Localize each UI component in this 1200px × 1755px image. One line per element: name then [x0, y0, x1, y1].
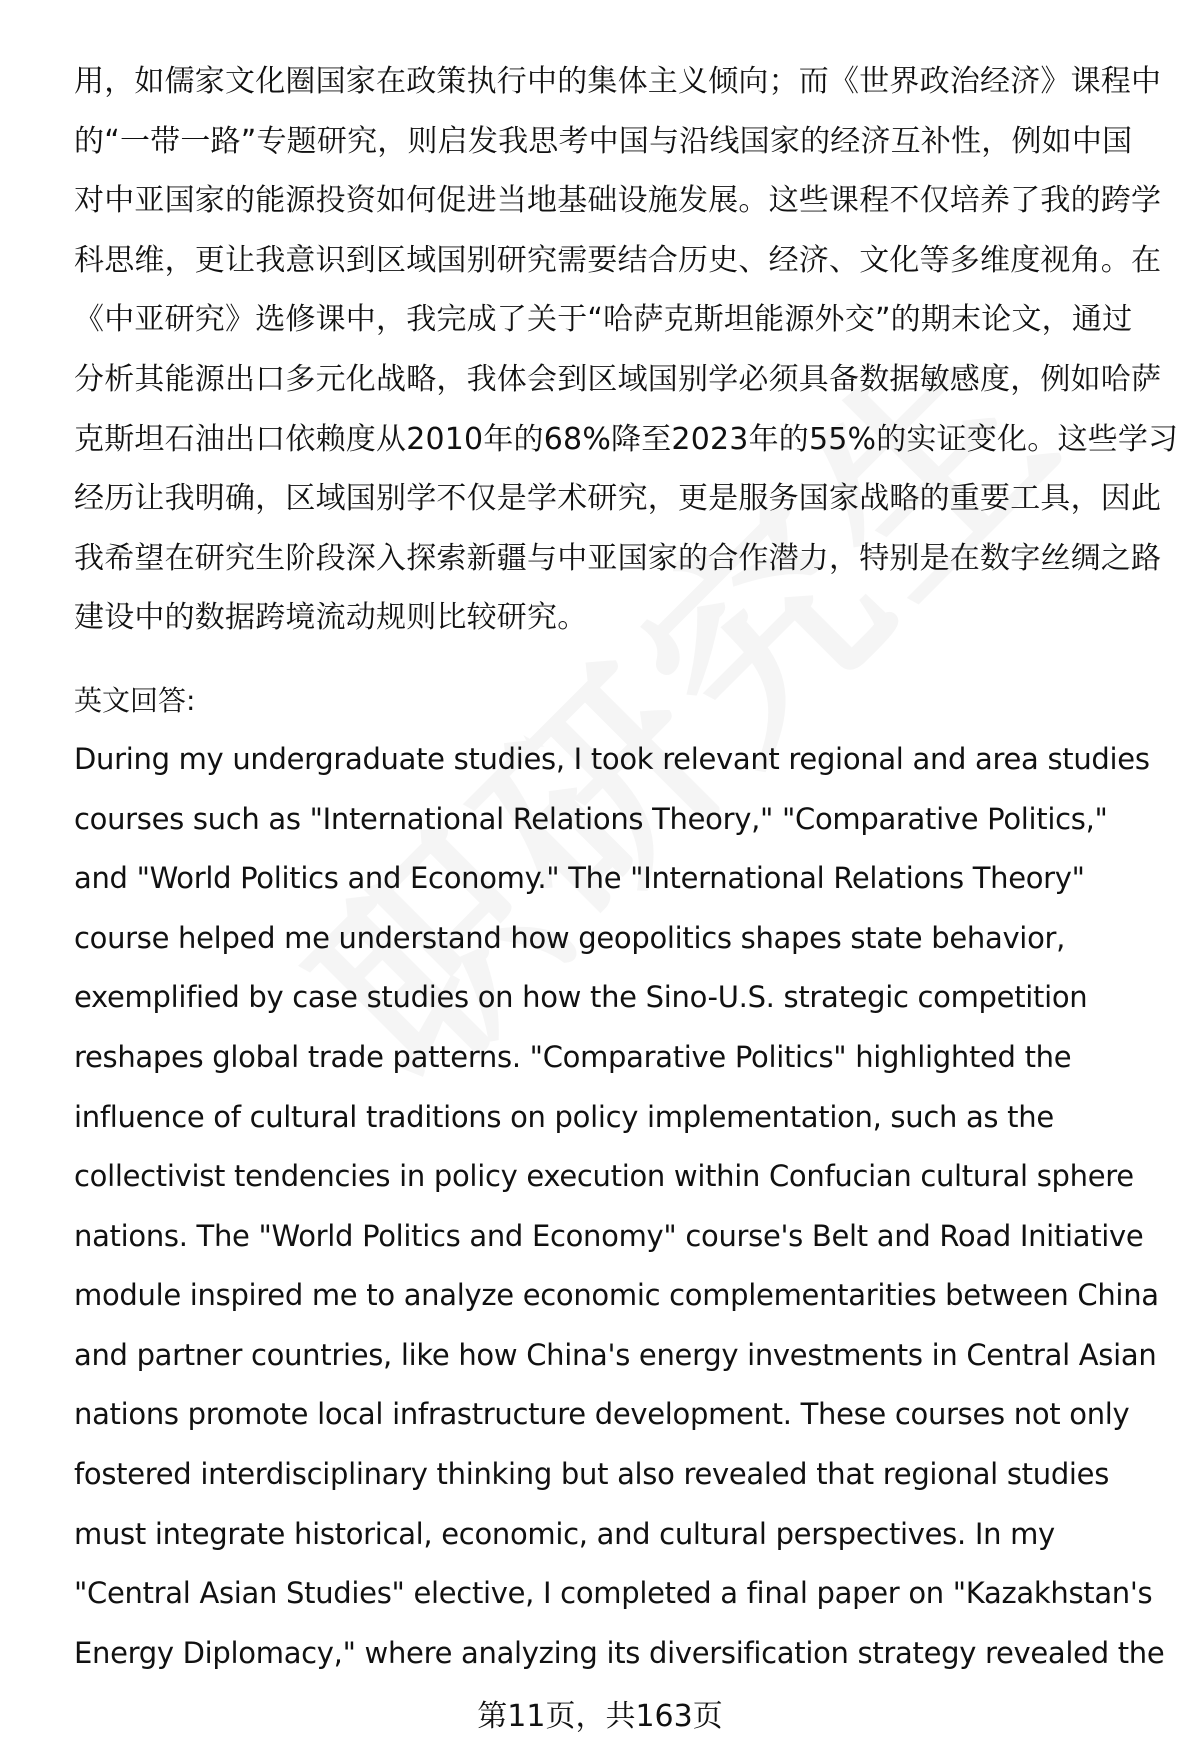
text-line: "Central Asian Studies" elective, I completed a final paper on "Kazakhstan's [74, 1576, 1153, 1611]
text-line: 《中亚研究》选修课中，我完成了关于“哈萨克斯坦能源外交”的期末论文，通过 [74, 302, 1133, 338]
text-line: and partner countries, like how China's energy investments in Central Asian [74, 1337, 1157, 1372]
text-line: 分析其能源出口多元化战略，我体会到区域国别学必须具备数据敏感度，例如哈萨 [74, 361, 1162, 397]
text-line: Energy Diplomacy," where analyzing its diversification strategy revealed the [74, 1635, 1165, 1670]
english-paragraph [74, 730, 1165, 1684]
text-line: During my undergraduate studies, I took relevant regional and area studies [74, 741, 1150, 776]
page-number-footer: 第11页，共163页 [477, 1699, 723, 1734]
text-line: 经历让我明确，区域国别学不仅是学术研究，更是服务国家战略的重要工具，因此 [74, 481, 1162, 517]
text-line: and "World Politics and Economy." The "International Relations Theory" [74, 861, 1085, 896]
text-line: 我希望在研究生阶段深入探索新疆与中亚国家的合作潜力，特别是在数字丝绸之路 [74, 540, 1162, 576]
text-line: exemplified by case studies on how the Sino-U.S. strategic competition [74, 980, 1088, 1015]
text-line: reshapes global trade patterns. "Comparative Politics" highlighted the [74, 1039, 1072, 1074]
text-line: course helped me understand how geopolitics shapes state behavior, [74, 920, 1066, 955]
text-line: 克斯坦石油出口依赖度从2010年的68%降至2023年的55%的实证变化。这些学习 [74, 421, 1179, 457]
text-line: fostered interdisciplinary thinking but also revealed that regional studies [74, 1457, 1110, 1492]
text-line: nations promote local infrastructure development. These courses not only [74, 1397, 1130, 1432]
text-line: 对中亚国家的能源投资如何促进当地基础设施发展。这些课程不仅培养了我的跨学 [74, 183, 1162, 219]
text-line: collectivist tendencies in policy execution within Confucian cultural sphere [74, 1159, 1134, 1194]
text-line: module inspired me to analyze economic complementarities between China [74, 1278, 1159, 1313]
text-line: must integrate historical, economic, and cultural perspectives. In my [74, 1516, 1055, 1551]
chinese-paragraph [74, 52, 1179, 648]
text-line: 用，如儒家文化圈国家在政策执行中的集体主义倾向；而《世界政治经济》课程中 [74, 64, 1162, 99]
page-content [74, 52, 1179, 1683]
text-line: 建设中的数据跨境流动规则比较研究。 [74, 600, 588, 636]
text-line: 科思维，更让我意识到区域国别研究需要结合历史、经济、文化等多维度视角。在 [74, 242, 1162, 278]
text-line: influence of cultural traditions on policy implementation, such as the [74, 1099, 1054, 1134]
text-line: courses such as "International Relations Theory," "Comparative Politics," [74, 801, 1108, 836]
text-line: 的“一带一路”专题研究，则启发我思考中国与沿线国家的经济互补性，例如中国 [74, 123, 1133, 159]
text-line: nations. The "World Politics and Economy" course's Belt and Road Initiative [74, 1218, 1144, 1253]
english-answer-heading: 英文回答: [74, 683, 196, 717]
